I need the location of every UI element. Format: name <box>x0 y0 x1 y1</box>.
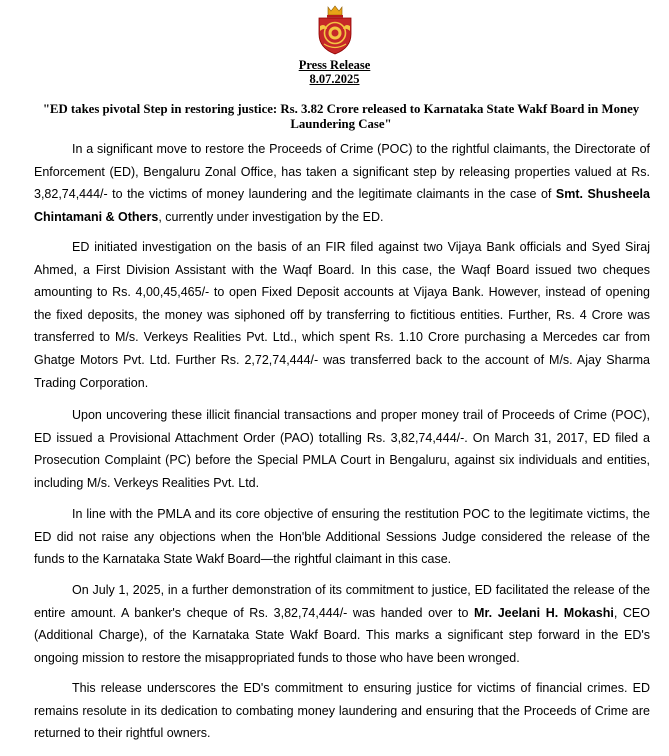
headline: "ED takes pivotal Step in restoring justice: Rs. 3.82 Crore released to Karnataka State Wakf Board in Money Laundering Case" <box>42 102 640 131</box>
accused-name: Smt. Shusheela Chintamani & Others <box>34 187 650 224</box>
release-date: 8.07.2025 <box>309 72 360 86</box>
press-release-label: Press Release <box>298 58 371 72</box>
paragraph-conclusion: This release underscores the ED's commitment to ensuring justice for victims of financial crimes. ED remains resolute in its dedication to combating money laundering and ensuring that the Proceeds of Crime are returned to their rightful owners. <box>34 681 650 741</box>
paragraph-intro: In a significant move to restore the Proceeds of Crime (POC) to the rightful claimants, the Directorate of Enforcement (ED), Bengaluru Zonal Office, has taken a significant step by releasing properties valued at Rs. 3,82,74,444/- to the victims of money laundering and the legitimate claimants in the case of Smt. Shusheela Chintamani & Others, currently under investigation by the ED. <box>34 142 650 224</box>
paragraph-attachment: Upon uncovering these illicit financial transactions and proper money trail of Proceeds of Crime (POC), ED issued a Provisional Attachment Order (PAO) totalling Rs. 3,82,74,444/-. On March 31, 2017, ED filed a Prosecution Complaint (PC) before the Special PMLA Court in Bengaluru, against six individuals and entities, including M/s. Verkeys Realities Pvt. Ltd. <box>34 408 650 490</box>
ceo-name: Mr. Jeelani H. Mokashi <box>474 605 614 620</box>
enforcement-directorate-emblem-icon <box>314 4 356 56</box>
paragraph-pmla: In line with the PMLA and its core objective of ensuring the restitution POC to the legitimate victims, the ED did not raise any objections when the Hon'ble Additional Sessions Judge considered the release of the funds to the Karnataka State Wakf Board—the rightful claimant in this case. <box>34 507 650 567</box>
paragraph-investigation: ED initiated investigation on the basis of an FIR filed against two Vijaya Bank officials and Syed Siraj Ahmed, a First Division Assistant with the Waqf Board. In this case, the Waqf Board issued two cheques amounting to Rs. 4,00,45,465/- to open Fixed Deposit accounts at Vijaya Bank. However, instead of opening the fixed deposits, the money was siphoned off by transferring to fictitious entities. Further, Rs. 4 Crore was transferred to M/s. Verkeys Realities Pvt. Ltd., which spent Rs. 1.10 Crore purchasing a Mercedes car from Ghatge Motors Pvt. Ltd. Further Rs. 2,72,74,444/- was transferred back to the account of M/s. Ajay Sharma Trading Corporation. <box>34 240 650 390</box>
paragraph-release: On July 1, 2025, in a further demonstration of its commitment to justice, ED facilitated the release of the entire amount. A banker's cheque of Rs. 3,82,74,444/- was handed over to Mr. Jeelani H. Mokashi, CEO (Additional Charge), of the Karnataka State Wakf Board. This marks a significant step forward in the ED's ongoing mission to restore the misappropriated funds to those who have been wronged. <box>34 583 650 665</box>
